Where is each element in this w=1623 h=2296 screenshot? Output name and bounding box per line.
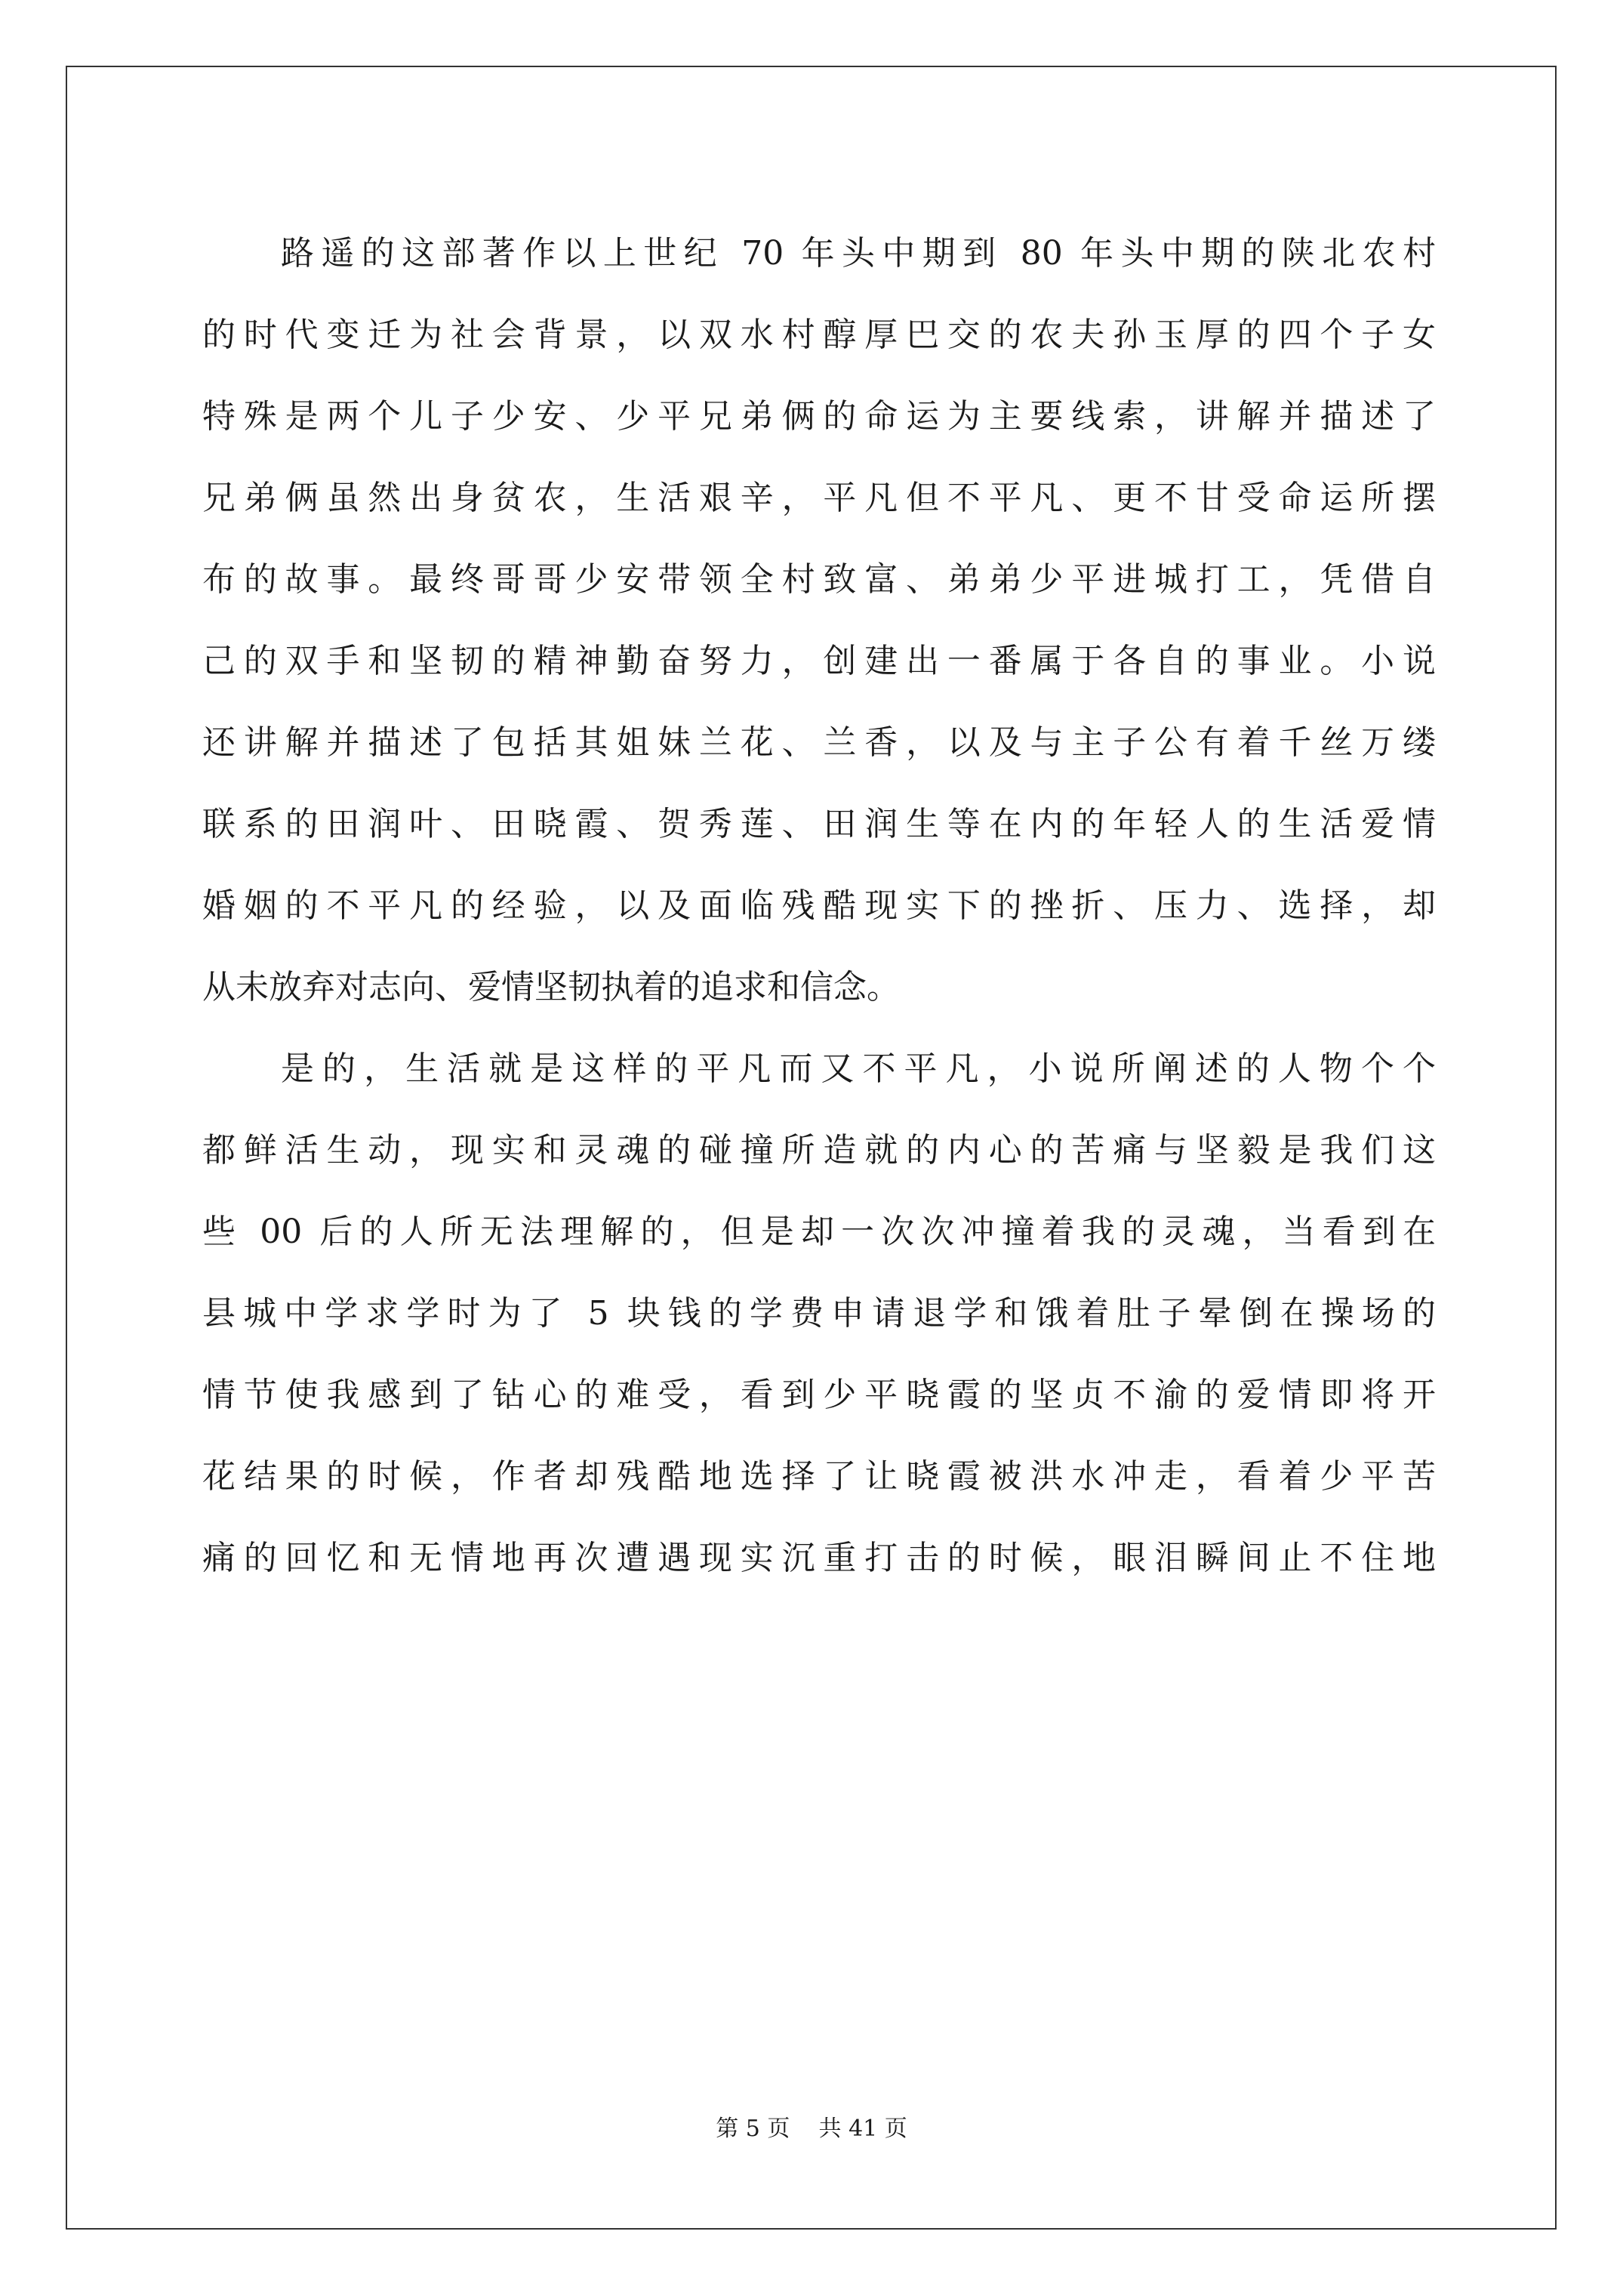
text-line: 些 00 后的人所无法理解的，但是却一次次冲撞着我的灵魂，当看到在 [202, 1213, 1436, 1251]
text-line: 还讲解并描述了包括其姐妹兰花、兰香，以及与主子公有着千丝万缕 [202, 723, 1436, 762]
text-line: 从未放弃对志向、爱情坚韧执着的追求和信念。 [202, 968, 900, 1006]
page-number: 第 5 页 [716, 2116, 790, 2142]
text-line: 布的故事。最终哥哥少安带领全村致富、弟弟少平进城打工，凭借自 [202, 560, 1436, 599]
text-line: 兄弟俩虽然出身贫农，生活艰辛，平凡但不平凡、更不甘受命运所摆 [202, 479, 1436, 517]
text-line: 是的，生活就是这样的平凡而又不平凡，小说所阐述的人物个个 [281, 1049, 1436, 1088]
text-line: 县城中学求学时为了 5 块钱的学费申请退学和饿着肚子晕倒在操场的 [202, 1294, 1436, 1333]
page-footer [0, 2114, 1623, 2144]
text-line: 路遥的这部著作以上世纪 70 年头中期到 80 年头中期的陕北农村 [281, 234, 1436, 273]
text-line: 特殊是两个儿子少安、少平兄弟俩的命运为主要线索，讲解并描述了 [202, 397, 1436, 436]
text-line: 的时代变迁为社会背景，以双水村醇厚巴交的农夫孙玉厚的四个子女 [202, 316, 1436, 354]
text-line: 情节使我感到了钻心的难受，看到少平晓霞的坚贞不渝的爱情即将开 [202, 1376, 1436, 1414]
text-line: 都鲜活生动，现实和灵魂的碰撞所造就的内心的苦痛与坚毅是我们这 [202, 1131, 1436, 1170]
text-line: 联系的田润叶、田晓霞、贺秀莲、田润生等在内的年轻人的生活爱情 [202, 805, 1436, 843]
text-line: 己的双手和坚韧的精神勤奋努力，创建出一番属于各自的事业。小说 [202, 642, 1436, 680]
text-line: 痛的回忆和无情地再次遭遇现实沉重打击的时候，眼泪瞬间止不住地 [202, 1539, 1436, 1577]
page-total: 共 41 页 [818, 2116, 907, 2142]
text-line: 婚姻的不平凡的经验，以及面临残酷现实下的挫折、压力、选择，却 [202, 886, 1436, 925]
text-line: 花结果的时候，作者却残酷地选择了让晓霞被洪水冲走，看着少平苦 [202, 1457, 1436, 1496]
